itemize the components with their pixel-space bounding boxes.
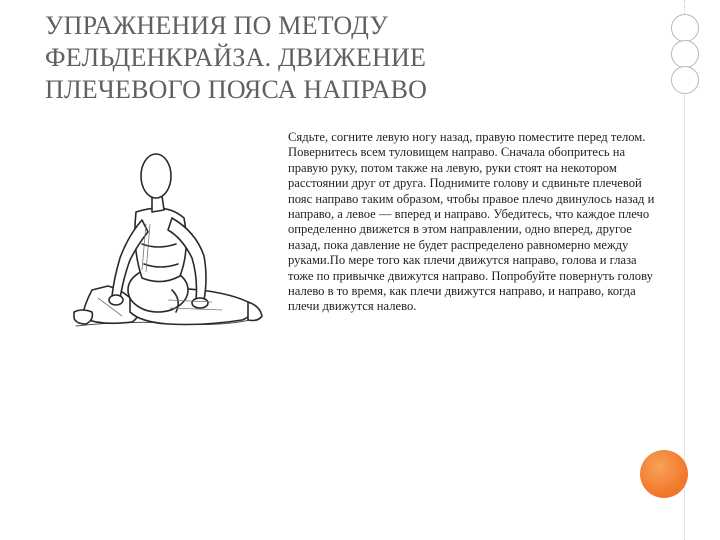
decorative-ring xyxy=(671,66,699,94)
decorative-ring xyxy=(671,40,699,68)
exercise-illustration xyxy=(72,140,264,338)
exercise-description: Сядьте, согните левую ногу назад, правую поместите перед телом. Повернитесь всем туловищем направо. Сначала обопритесь на правую руку, потом также на левую, руки стоят на некотором расстоянии друг от друга. Поднимите голову и сдвиньте плечевой пояс направо таким образом, чтобы правое плечо двинулось назад и направо, а левое — вперед и направо. Убедитесь, что каждое плечо определенно движется в этом направлении, одно вперед, другое назад, пока давление не будет распределено равномерно между руками.По мере того как плечи движутся направо, голова и глаза тоже по привычке движутся направо. Попробуйте повернуть голову налево в то время, как плечи движутся направо, и направо, когда плечи движутся налево. xyxy=(288,130,655,314)
mannequin-figure-icon xyxy=(72,140,264,338)
orange-circle-icon xyxy=(640,450,688,498)
decorative-ring xyxy=(671,14,699,42)
slide-title: УПРАЖНЕНИЯ ПО МЕТОДУ ФЕЛЬДЕНКРАЙЗА. ДВИЖЕНИЕ ПЛЕЧЕВОГО ПОЯСА НАПРАВО xyxy=(45,11,428,104)
